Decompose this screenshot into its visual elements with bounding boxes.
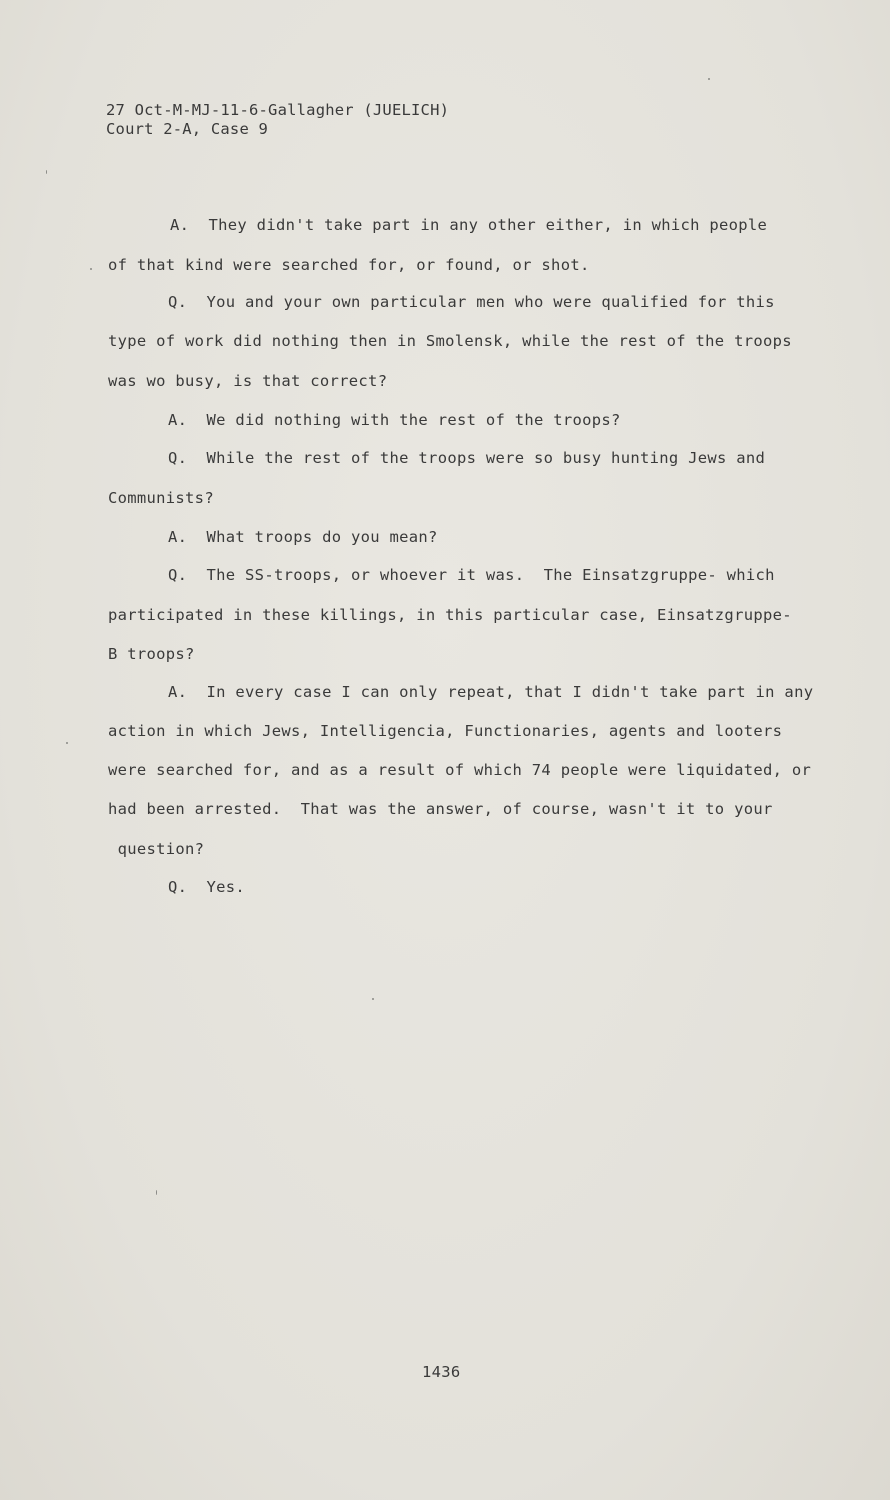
transcript-line: participated in these killings, in this particular case, Einsatzgruppe- <box>108 606 792 624</box>
header-court-case: Court 2-A, Case 9 <box>106 120 269 138</box>
transcript-line: Q. While the rest of the troops were so busy hunting Jews and <box>168 449 766 467</box>
paper-speck <box>66 742 68 744</box>
paper-speck <box>46 170 47 174</box>
header-case-reference: 27 Oct-M-MJ-11-6-Gallagher (JUELICH) <box>106 101 450 119</box>
transcript-line: Communists? <box>108 489 214 507</box>
paper-speck <box>90 268 92 270</box>
transcript-line: of that kind were searched for, or found, or shot. <box>108 256 590 274</box>
transcript-line: was wo busy, is that correct? <box>108 372 388 390</box>
transcript-line: A. We did nothing with the rest of the troops? <box>168 411 621 429</box>
transcript-line: A. What troops do you mean? <box>168 528 438 546</box>
transcript-line: A. In every case I can only repeat, that I didn't take part in any <box>168 683 814 701</box>
transcript-line: action in which Jews, Intelligencia, Functionaries, agents and looters <box>108 722 783 740</box>
transcript-line: A. They didn't take part in any other either, in which people <box>170 216 768 234</box>
transcript-line: B troops? <box>108 645 195 663</box>
transcript-line: type of work did nothing then in Smolensk, while the rest of the troops <box>108 332 792 350</box>
transcript-line: Q. You and your own particular men who were qualified for this <box>168 293 775 311</box>
page-number: 1436 <box>422 1363 461 1381</box>
transcript-line: were searched for, and as a result of which 74 people were liquidated, or <box>108 761 812 779</box>
transcript-line: Q. The SS-troops, or whoever it was. The Einsatzgruppe- which <box>168 566 775 584</box>
transcript-line: Q. Yes. <box>168 878 246 896</box>
transcript-line: had been arrested. That was the answer, of course, wasn't it to your <box>108 800 773 818</box>
paper-speck <box>708 78 710 80</box>
paper-speck <box>156 1190 157 1195</box>
transcript-line: question? <box>108 840 205 858</box>
paper-speck <box>372 998 374 1000</box>
